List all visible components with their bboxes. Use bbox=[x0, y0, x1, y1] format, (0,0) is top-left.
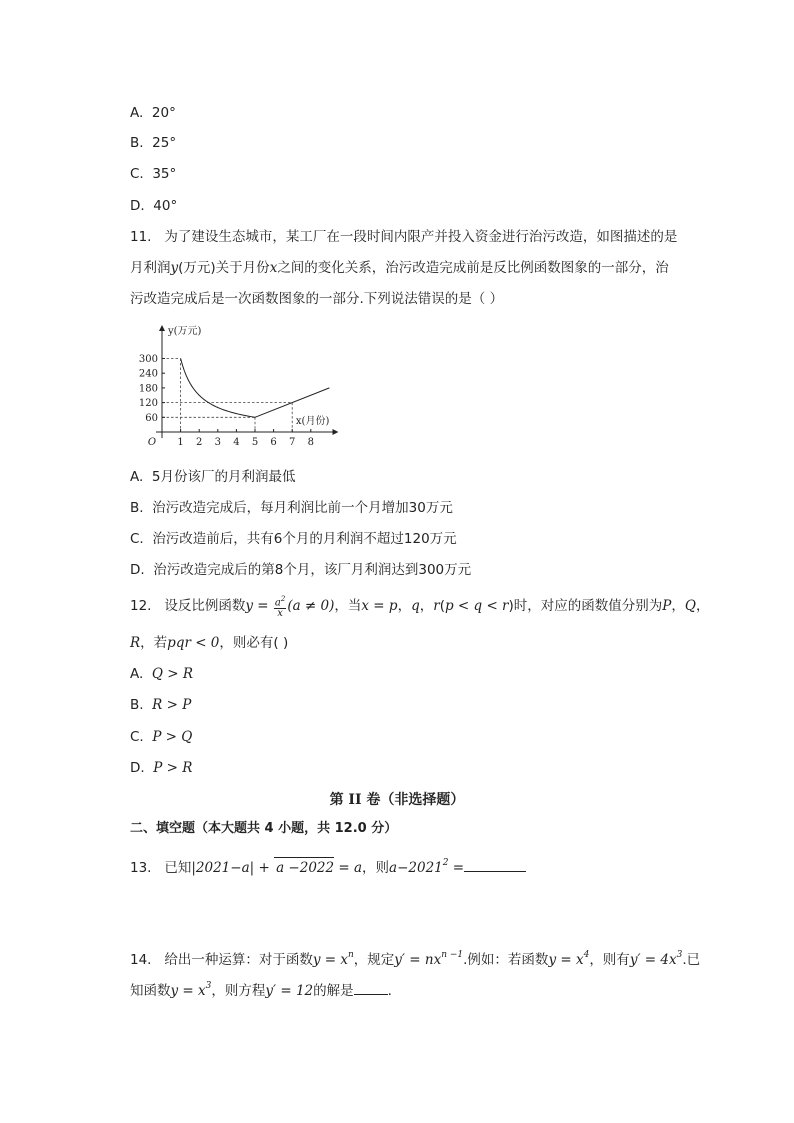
q12-number: 12. bbox=[130, 598, 152, 615]
q11-line-1: 11. 为了建设生态城市，某工厂在一段时间内限产并投入资金进行治污改造，如图描述的是 bbox=[130, 229, 678, 245]
q10-option-d: D. 40° bbox=[130, 198, 178, 214]
q11-option-d: D. 治污改造完成后的第8个月，该厂月利润达到300万元 bbox=[130, 562, 472, 578]
x-tick-label: 5 bbox=[251, 437, 259, 448]
q12-line-1: 12. 设反比例函数y = $\frac{a^2}{x}$ (a ≠ 0)，当x = p，q，r(p < q < r)时，对应的函数值分别为P，Q， bbox=[130, 595, 710, 620]
q11-line-2: 月利润y(万元)关于月份x之间的变化关系，治污改造完成前是反比例函数图象的一部分，治 bbox=[130, 260, 669, 276]
q12-option-b: B. R > P bbox=[130, 697, 192, 713]
x-tick-label: 6 bbox=[270, 437, 277, 448]
inverse-curve bbox=[181, 359, 255, 418]
q10-option-a: A. 20° bbox=[130, 105, 176, 121]
x-axis-label: x(月份) bbox=[295, 416, 330, 427]
y-tick-label: 120 bbox=[138, 398, 158, 410]
q14-line-2: 知函数$y = x^3$，则方程y′ = 12的解是 . bbox=[130, 981, 392, 999]
q14-answer-blank[interactable] bbox=[354, 980, 388, 995]
q13-target: $a-2021^2$ = bbox=[389, 858, 465, 876]
q11-option-a: A. 5月份该厂的月利润最低 bbox=[130, 469, 296, 485]
q11-number: 11. bbox=[130, 229, 152, 245]
section2-title: 第 II 卷（非选择题） bbox=[329, 792, 465, 808]
y-tick-label: 240 bbox=[138, 368, 158, 380]
y-tick-label: 180 bbox=[138, 383, 158, 395]
q12-condition: pqr < 0 bbox=[167, 635, 220, 651]
q13-number: 13. bbox=[130, 860, 152, 876]
q10-option-b: B. 25° bbox=[130, 135, 177, 151]
x-tick-label: 3 bbox=[214, 437, 221, 448]
x-tick-label: 7 bbox=[289, 437, 296, 448]
q12-option-c: C. P > Q bbox=[130, 729, 193, 745]
x-tick-label: 8 bbox=[307, 437, 314, 448]
x-tick-label: 2 bbox=[196, 437, 203, 448]
q14-line-1: 14. 给出一种运算：对于函数$y = x^n$，规定$y' = nx^{n -1}$.例如：若函数$y = x^4$，则有$y' = 4x^3$.已 bbox=[130, 950, 701, 968]
q10-option-c: C. 35° bbox=[130, 166, 177, 182]
q13-equation: |2021−a| + a −2022 = a bbox=[191, 860, 362, 876]
x-tick-label: 1 bbox=[177, 437, 184, 448]
y-tick-label: 60 bbox=[145, 412, 158, 424]
q12-func: y = $\frac{a^2}{x}$ (a ≠ 0) bbox=[245, 595, 335, 620]
profit-chart bbox=[138, 322, 358, 450]
q13-answer-blank[interactable] bbox=[464, 857, 526, 872]
y-tick-label: 300 bbox=[138, 354, 158, 365]
q12-option-d: D. P > R bbox=[130, 760, 193, 776]
x-tick-label: 4 bbox=[233, 437, 240, 448]
q12-option-a: A. Q > R bbox=[130, 666, 194, 682]
section2-heading: 二、填空题（本大题共 4 小题，共 12.0 分） bbox=[130, 821, 398, 836]
q12-line-2: R，若pqr < 0，则必有( ) bbox=[130, 635, 289, 651]
q12-values: x = p bbox=[361, 598, 398, 615]
y-axis-label: y(万元) bbox=[168, 326, 202, 337]
q11-option-c: C. 治污改造前后，共有6个月的月利润不超过120万元 bbox=[130, 531, 457, 547]
q11-line-3: 污改造完成后是一次函数图象的一部分.下列说法错误的是（ ） bbox=[130, 291, 504, 307]
q14-number: 14. bbox=[130, 952, 152, 968]
origin-label: O bbox=[147, 437, 157, 448]
q13-line: 13. 已知|2021−a| + a −2022 = a，则$a-2021^2$ = bbox=[130, 853, 526, 878]
q11-option-b: B. 治污改造完成后，每月利润比前一个月增加30万元 bbox=[130, 500, 453, 516]
